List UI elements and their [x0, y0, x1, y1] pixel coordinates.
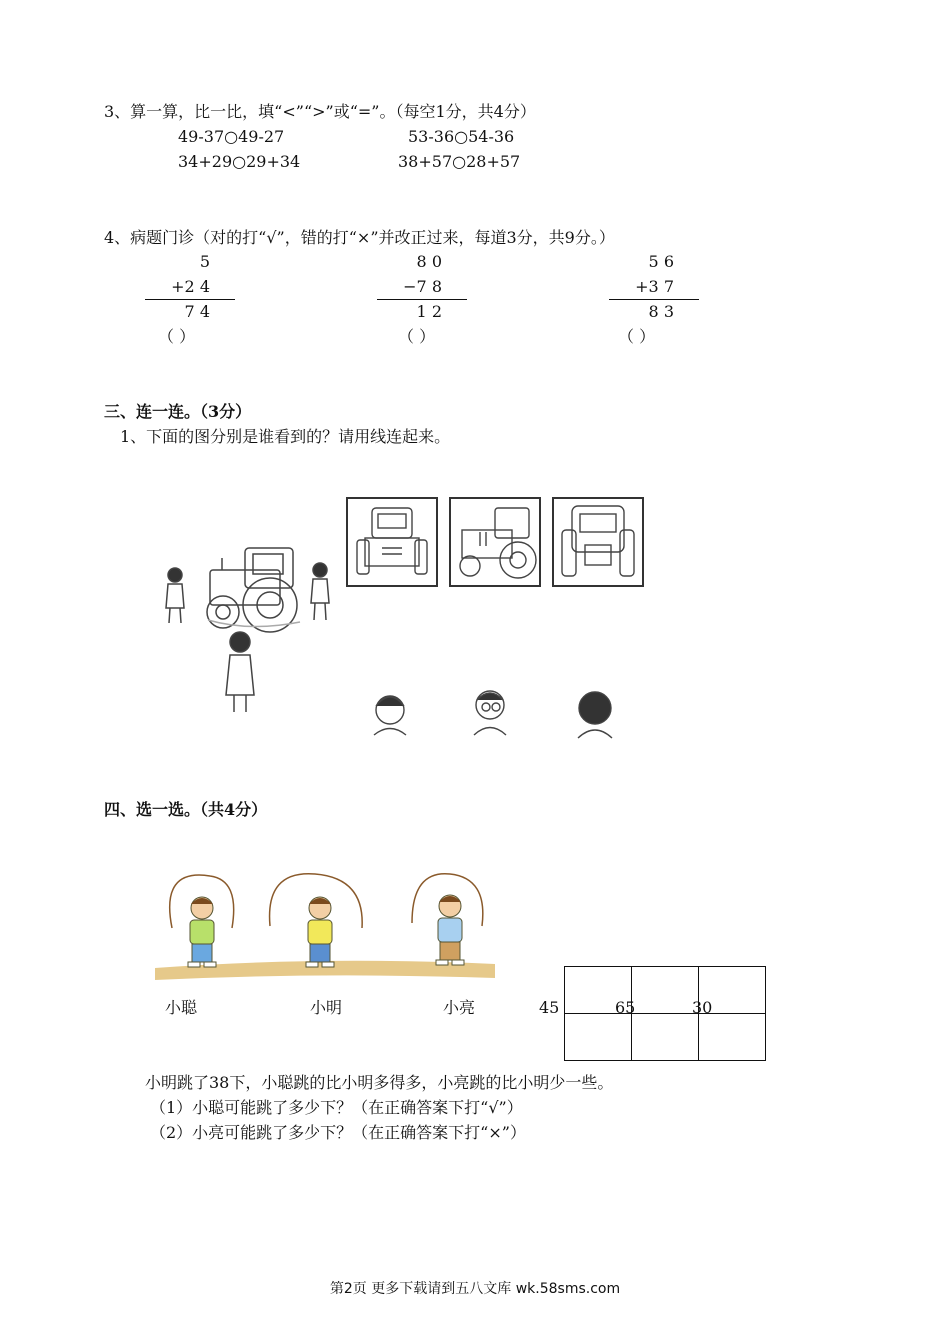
q4-title: 4、病题门诊（对的打“√”，错的打“×”并改正过来，每道3分，共9分。） — [104, 228, 615, 247]
kid-xiaocong — [170, 875, 234, 967]
q4-p3-result: 8 3 — [648, 302, 674, 321]
q4-p2-top: 8 0 — [416, 252, 442, 271]
q4-p1-answer[interactable]: （ ） — [158, 327, 196, 346]
section4-heading: 四、选一选。（共4分） — [104, 800, 268, 819]
grid-cell-top-2 — [632, 967, 699, 1014]
q4-p1-top: 5 — [199, 252, 210, 271]
q3-item-4: 38+57○28+57 — [398, 152, 521, 171]
section3-heading: 三、连一连。（3分） — [104, 402, 252, 421]
q4-p1-rule — [145, 299, 235, 300]
section4-statement: 小明跳了38下，小聪跳的比小明多得多，小亮跳的比小明少一些。 — [145, 1073, 614, 1092]
jump-rope-illustration — [150, 868, 500, 983]
name-xiaocong: 小聪 — [165, 998, 198, 1017]
q4-p3-top: 5 6 — [648, 252, 674, 271]
tractor-matching-illustration — [150, 490, 650, 750]
page-footer: 第2页 更多下载请到五八文库 wk.58sms.com — [329, 1281, 621, 1297]
grid-cell-answer-1[interactable] — [565, 1014, 632, 1061]
q4-p2-op: −7 8 — [403, 277, 442, 296]
child-head-1 — [374, 696, 406, 735]
q3-title: 3、算一算，比一比，填“<”“>”或“=”。（每空1分，共4分） — [104, 102, 536, 121]
grid-cell-answer-2[interactable] — [632, 1014, 699, 1061]
q4-p2-answer[interactable]: （ ） — [398, 327, 436, 346]
answer-grid — [564, 966, 766, 1061]
child-head-2 — [474, 691, 506, 735]
section4-question-2: （2）小亮可能跳了多少下？（在正确答案下打“×”） — [150, 1123, 526, 1142]
kid-xiaoming — [270, 874, 363, 967]
view-frame-1 — [347, 498, 437, 586]
grid-number-65: 65 — [615, 998, 636, 1017]
q4-p3-op: +3 7 — [635, 277, 674, 296]
q4-p3-rule — [609, 299, 699, 300]
child-left — [166, 568, 184, 623]
q4-p1-result: 7 4 — [184, 302, 210, 321]
name-xiaoliang: 小亮 — [443, 998, 476, 1017]
child-front — [226, 632, 254, 712]
q3-item-2: 53-36○54-36 — [408, 127, 515, 146]
view-frame-3 — [553, 498, 643, 586]
grid-cell-answer-3[interactable] — [699, 1014, 766, 1061]
name-xiaoming: 小明 — [310, 998, 343, 1017]
child-right — [311, 563, 329, 620]
q3-item-1: 49-37○49-27 — [178, 127, 285, 146]
kid-xiaoliang — [412, 874, 483, 965]
section3-instruction: 1、下面的图分别是谁看到的？请用线连起来。 — [120, 427, 451, 446]
q4-p2-result: 1 2 — [416, 302, 442, 321]
grid-number-30: 30 — [692, 998, 713, 1017]
grid-number-45: 45 — [539, 998, 560, 1017]
section4-question-1: （1）小聪可能跳了多少下？（在正确答案下打“√”） — [150, 1098, 523, 1117]
q4-p3-answer[interactable]: （ ） — [618, 327, 656, 346]
child-head-3 — [578, 692, 612, 738]
q4-p2-rule — [377, 299, 467, 300]
q3-item-3: 34+29○29+34 — [178, 152, 301, 171]
q4-p1-op: +2 4 — [171, 277, 210, 296]
tractor-scene — [207, 548, 300, 632]
